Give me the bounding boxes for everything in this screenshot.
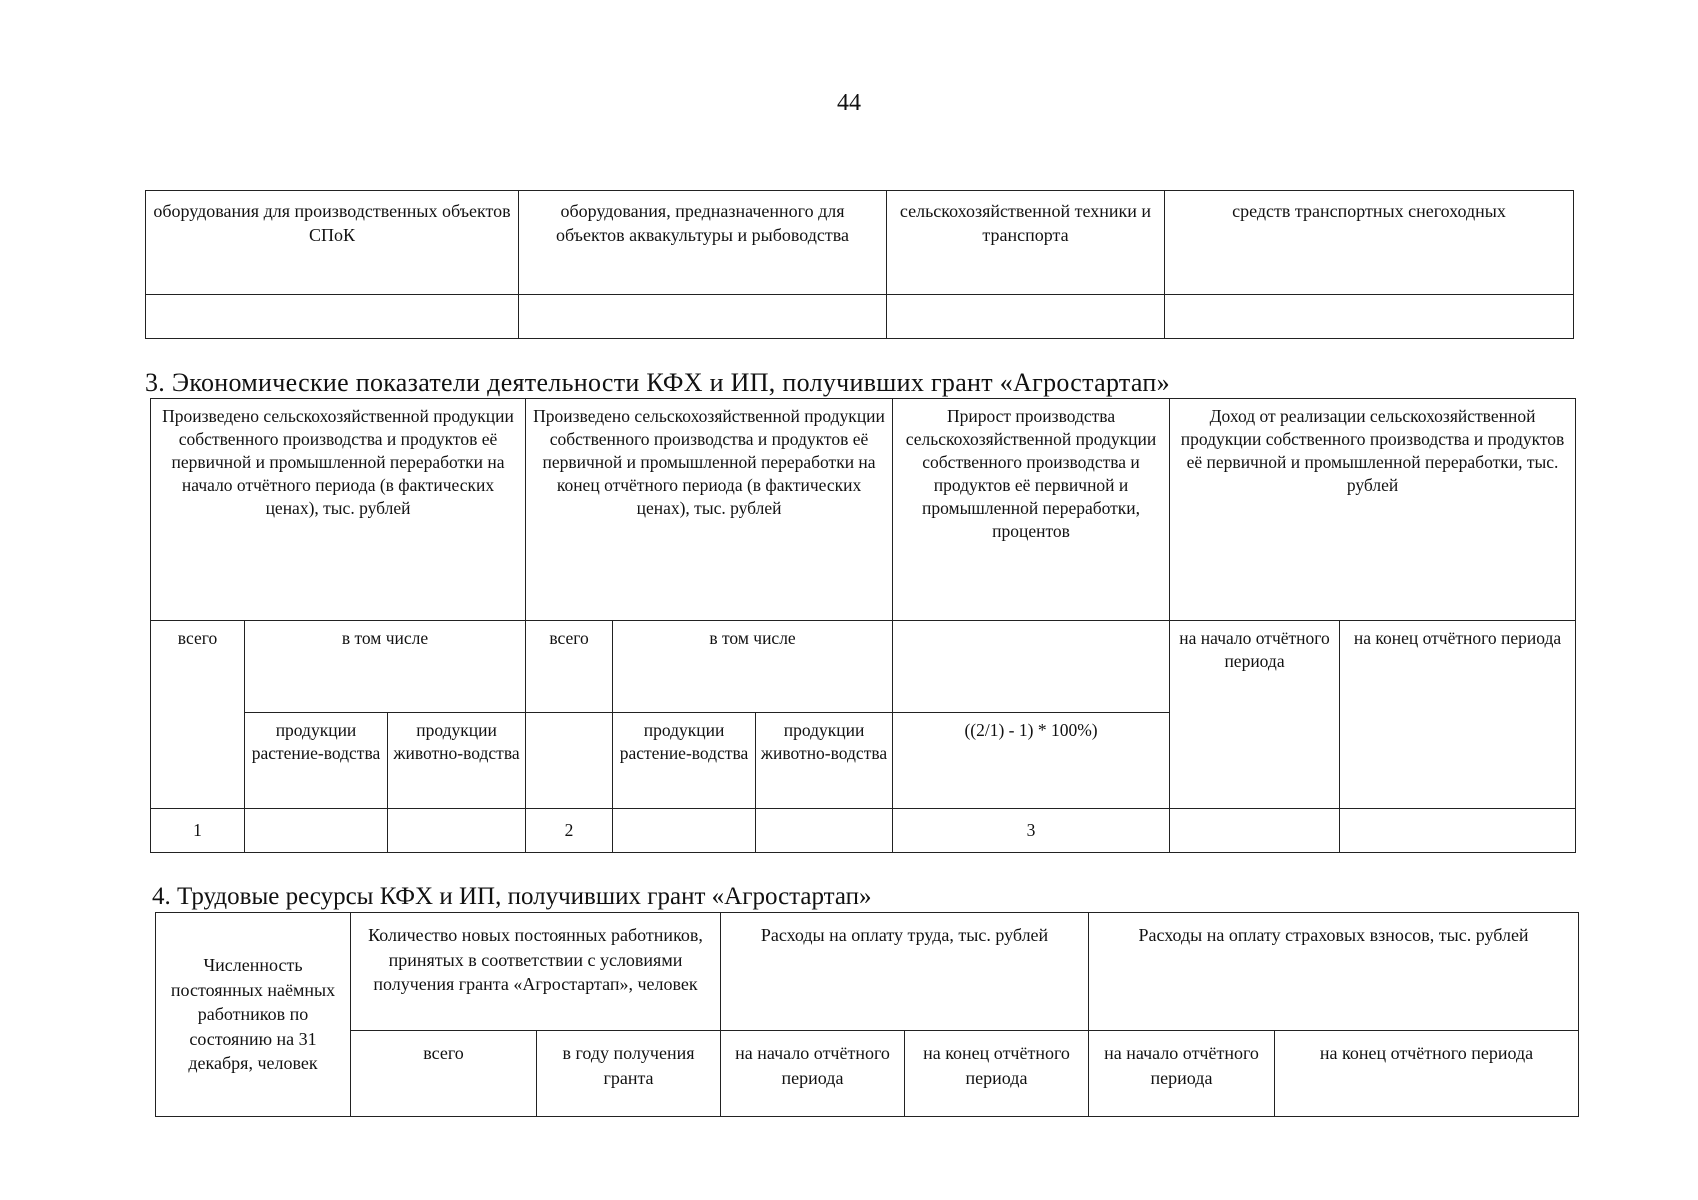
header-labor-costs: Расходы на оплату труда, тыс. рублей <box>721 913 1089 1031</box>
header-employee-count: Численность постоянных наёмных работников по состоянию на 31 декабря, человек <box>156 913 351 1117</box>
cell <box>887 295 1165 339</box>
header-income: Доход от реализации сельскохозяйственной продукции собственного производства и продуктов её первичной и промышленной переработки, тыс. рублей <box>1170 399 1576 621</box>
including-end: в том числе <box>613 621 893 713</box>
header-new-employees: Количество новых постоянных работников, принятых в соответствии с условиями получения гранта «Агростартап», человек <box>351 913 721 1031</box>
cell <box>1165 295 1574 339</box>
header-insurance-costs: Расходы на оплату страховых взносов, тыс. рублей <box>1089 913 1579 1031</box>
header-produced-start: Произведено сельскохозяйственной продукции собственного производства и продуктов её первичной и промышленной переработки на начало отчётного периода (в фактических ценах), тыс. рублей <box>151 399 526 621</box>
labor-costs-start: на начало отчётного периода <box>721 1031 905 1117</box>
new-employees-grant-year: в году получения гранта <box>537 1031 721 1117</box>
new-employees-total: всего <box>351 1031 537 1117</box>
growth-formula: ((2/1) - 1) * 100%) <box>893 713 1170 809</box>
page-number: 44 <box>837 90 861 116</box>
equipment-table <box>145 190 1574 339</box>
income-start-period: на начало отчётного периода <box>1170 621 1340 809</box>
labor-resources-table <box>155 912 1579 1117</box>
economic-indicators-table <box>150 398 1576 853</box>
income-end-period: на конец отчётного периода <box>1340 621 1576 809</box>
including-start: в том числе <box>245 621 526 713</box>
column-number-2: 2 <box>526 809 613 853</box>
cell <box>526 713 613 809</box>
header-spok-equipment: оборудования для производственных объектов СПоК <box>146 191 519 295</box>
cell <box>519 295 887 339</box>
cell <box>613 809 756 853</box>
total-start: всего <box>151 621 245 809</box>
header-agri-machinery: сельскохозяйственной техники и транспорта <box>887 191 1165 295</box>
crop-start: продукции растение-водства <box>245 713 388 809</box>
cell <box>1170 809 1340 853</box>
cell <box>245 809 388 853</box>
cell <box>756 809 893 853</box>
labor-costs-end: на конец отчётного периода <box>905 1031 1089 1117</box>
crop-end: продукции растение-водства <box>613 713 756 809</box>
cell <box>146 295 519 339</box>
total-end: всего <box>526 621 613 713</box>
section-4-title: 4. Трудовые ресурсы КФХ и ИП, получивших грант «Агростартап» <box>152 883 872 910</box>
cell <box>1340 809 1576 853</box>
section-3-title: 3. Экономические показатели деятельности КФХ и ИП, получивших грант «Агростартап» <box>145 368 1170 397</box>
header-produced-end: Произведено сельскохозяйственной продукции собственного производства и продуктов её первичной и промышленной переработки на конец отчётного периода (в фактических ценах), тыс. рублей <box>526 399 893 621</box>
livestock-start: продукции животно-водства <box>388 713 526 809</box>
insurance-costs-start: на начало отчётного периода <box>1089 1031 1275 1117</box>
column-number-3: 3 <box>893 809 1170 853</box>
livestock-end: продукции животно-водства <box>756 713 893 809</box>
insurance-costs-end: на конец отчётного периода <box>1275 1031 1579 1117</box>
column-number-1: 1 <box>151 809 245 853</box>
header-snowmobiles: средств транспортных снегоходных <box>1165 191 1574 295</box>
cell <box>388 809 526 853</box>
header-aquaculture-equipment: оборудования, предназначенного для объектов аквакультуры и рыбоводства <box>519 191 887 295</box>
header-growth: Прирост производства сельскохозяйственной продукции собственного производства и продуктов её первичной и промышленной переработки, процентов <box>893 399 1170 621</box>
cell <box>893 621 1170 713</box>
